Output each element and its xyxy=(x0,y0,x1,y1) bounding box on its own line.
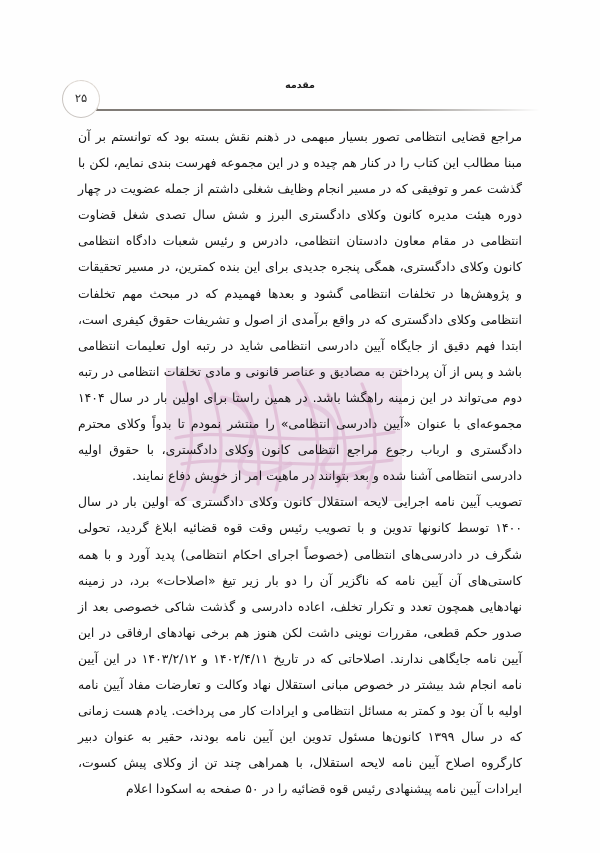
page-body xyxy=(78,124,522,802)
running-header xyxy=(60,78,540,122)
body-paragraph: مراجع قضایی انتظامی تصور بسیار مبهمی در ذهنم نقش بسته بود که توانستم بر آن مبنا مطالب این کتاب را در کنار هم چیده و در این مجموعه فهرست بندی نمایم، لکن با گذشت عمر و توفیقی که در مسیر انجام وظایف شغلی داشتم از جمله عضویت در چهار دوره هیئت مدیره کانون وکلای دادگستری البرز و شش سال تصدی شغل قضاوت انتظامی در مقام معاون دادستان انتظامی، دادرس و رئیس شعبات دادگاه انتظامی کانون وکلای دادگستری، همگی پنجره جدیدی برای این بنده کمترین، در مسیر تحقیقات و پژوهش‌ها در تخلفات انتظامی گشود و بعدها فهمیدم که در مبحث مهم تخلفات انتظامی وکلای دادگستری که در واقع برآمدی از اصول و تشریفات حقوق کیفری است، ابتدا فهم دقیق از جایگاه آیین دادرسی انتظامی شاید در رتبه اول تعلیمات انتظامی باشد و پس از آن پرداختن به مصادیق و عناصر قانونی و مادی تخلفات انتظامی در رتبه دوم می‌تواند در این زمینه راهگشا باشد. در همین راستا برای اولین بار در سال ۱۴۰۴ مجموعه‌ای با عنوان «آیین دادرسی انتظامی» را منتشر نمودم تا بدواً وکلای محترم دادگستری و ارباب رجوع مراجع انتظامی کانون وکلای دادگستری، با حقوق اولیه دادرسی انتظامی آشنا شده و بعد بتوانند در ماهیت امر از خویش دفاع نمایند. xyxy=(78,129,522,484)
header-title: مقدمه xyxy=(285,80,315,91)
header-rule-line xyxy=(96,109,540,111)
body-paragraph: تصویب آیین نامه اجرایی لایحه استقلال کانون وکلای دادگستری که اولین بار در سال ۱۴۰۰ توسط کانونها تدوین و با تصویب رئیس وقت قوه قضائیه ابلاغ گردید، تحولی شگرف در دادرسی‌های انتظامی (خصوصاً اجرای احکام انتظامی) پدید آورد و با همه کاستی‌های آن آیین نامه که ناگزیر آن را دو بار زیر تیغ «اصلاحات» برد، در زمینه نهادهایی همچون تعدد و تکرار تخلف، اعاده دادرسی و گذشت شاکی خصوصی بعد از صدور حکم قطعی، مقررات نوینی داشت لکن هنوز هم برخی نهادهای ارفاقی در این آیین نامه جایگاهی ندارند. اصلاحاتی که در تاریخ ۱۴۰۲/۴/۱۱ و ۱۴۰۳/۲/۱۲ در این آیین نامه انجام شد بیشتر در خصوص مبانی استقلال نهاد وکالت و تعارضات مفاد آیین نامه اولیه با آن بود و کمتر به مسائل انتظامی و ایرادات کار می پرداخت. یادم هست زمانی که در سال ۱۳۹۹ کانون‌ها مسئول تدوین این آیین نامه بودند، حقیر به عنوان دبیر کارگروه اصلاح آیین نامه لایحه استقلال، با همراهی چند تن از وکلای پیش کسوت، ایرادات آیین نامه پیشنهادی رئیس قوه قضائیه را در ۵۰ صفحه به اسکودا اعلام xyxy=(78,494,522,797)
folio-badge xyxy=(62,80,100,118)
page-number: ۲۵ xyxy=(74,91,88,106)
